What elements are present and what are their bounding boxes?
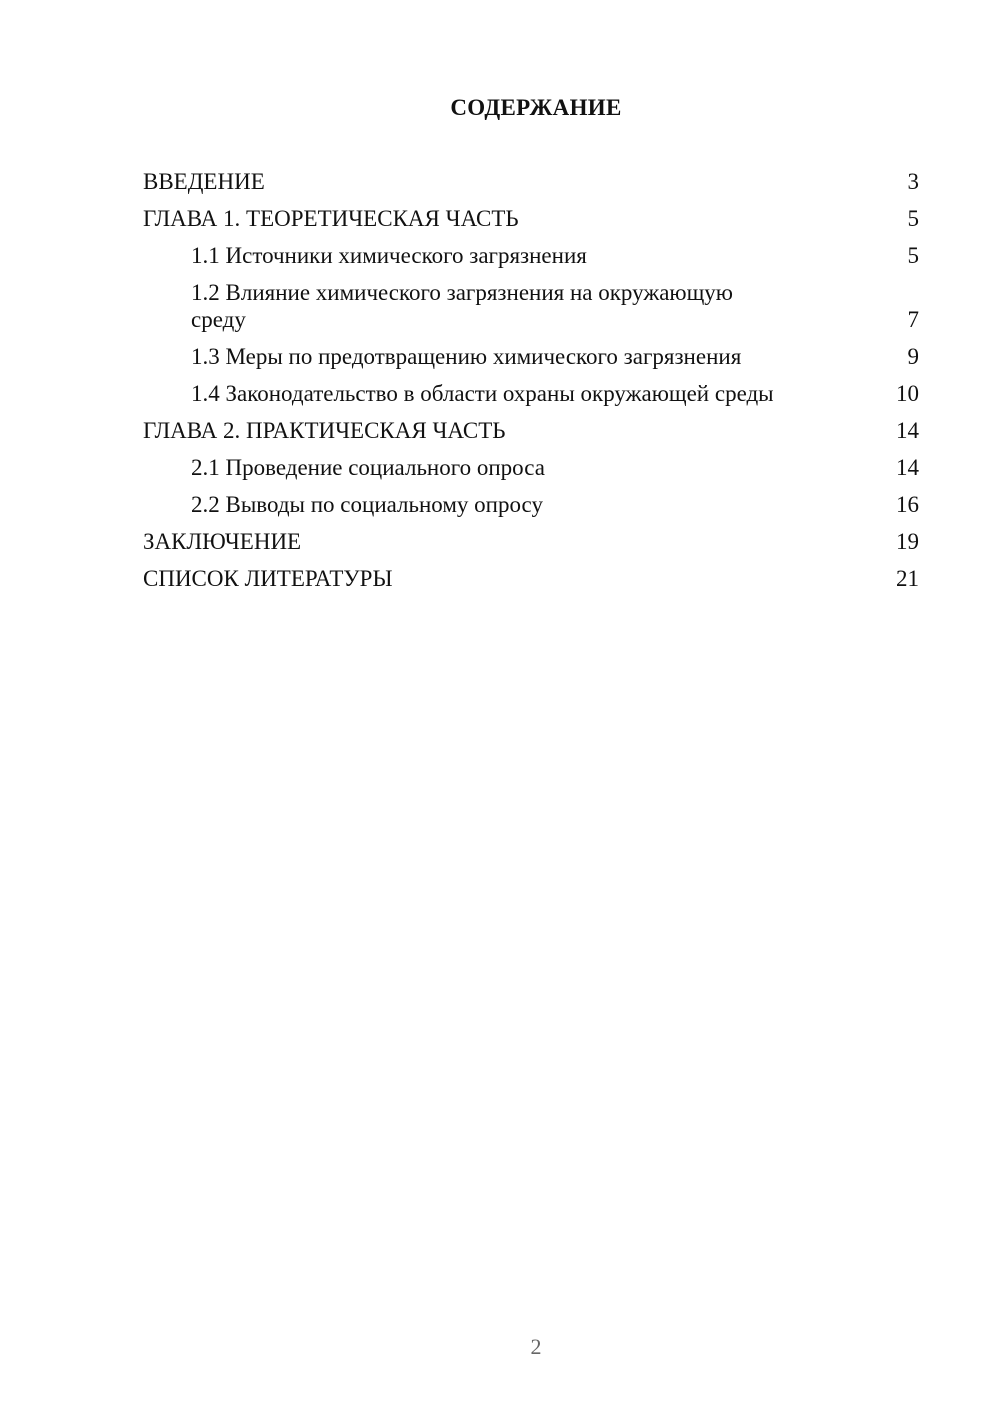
toc-entry-section-1-3 bbox=[143, 343, 919, 370]
toc-entry-conclusion bbox=[143, 528, 919, 555]
toc-entry-section-1-4 bbox=[143, 380, 919, 407]
toc-entry-section-2-1 bbox=[143, 454, 919, 481]
toc-entry-title: 2.1 Проведение социального опроса bbox=[191, 455, 545, 480]
toc-entry-page: 9 bbox=[907, 344, 919, 369]
toc-entry-chapter-2 bbox=[143, 417, 919, 444]
toc-entry-title: 2.2 Выводы по социальному опросу bbox=[191, 492, 543, 517]
toc-entry-page: 14 bbox=[896, 418, 919, 443]
toc-entry-title: ГЛАВА 1. ТЕОРЕТИЧЕСКАЯ ЧАСТЬ bbox=[143, 206, 519, 231]
toc-entry-page: 5 bbox=[907, 206, 919, 231]
page-number: 2 bbox=[530, 1334, 542, 1359]
toc-heading: СОДЕРЖАНИЕ bbox=[450, 95, 622, 120]
toc-entry-page: 3 bbox=[907, 169, 919, 194]
toc-entry-section-2-2 bbox=[143, 491, 919, 518]
toc-entry-title: 1.2 Влияние химического загрязнения на окружающую среду bbox=[191, 280, 733, 332]
toc-entry-title: СПИСОК ЛИТЕРАТУРЫ bbox=[143, 566, 393, 591]
toc-entry-references bbox=[143, 565, 919, 592]
toc-entry-page: 7 bbox=[907, 307, 919, 332]
toc-entry-page: 5 bbox=[907, 243, 919, 268]
toc-entry-section-1-1 bbox=[143, 242, 919, 269]
toc-entry-title: ВВЕДЕНИЕ bbox=[143, 169, 265, 194]
toc-entry-page: 10 bbox=[896, 381, 919, 406]
toc-entry-title: 1.3 Меры по предотвращению химического загрязнения bbox=[191, 344, 742, 369]
table-of-contents bbox=[143, 168, 919, 602]
toc-entry-title: ГЛАВА 2. ПРАКТИЧЕСКАЯ ЧАСТЬ bbox=[143, 418, 506, 443]
toc-entry-title: 1.1 Источники химического загрязнения bbox=[191, 243, 587, 268]
toc-entry-page: 19 bbox=[896, 529, 919, 554]
toc-entry-page: 14 bbox=[896, 455, 919, 480]
toc-entry-section-1-2 bbox=[143, 279, 919, 333]
toc-entry-introduction bbox=[143, 168, 919, 195]
toc-entry-title: 1.4 Законодательство в области охраны окружающей среды bbox=[191, 381, 774, 406]
toc-entry-page: 21 bbox=[896, 566, 919, 591]
toc-entry-chapter-1 bbox=[143, 205, 919, 232]
toc-entry-page: 16 bbox=[896, 492, 919, 517]
toc-entry-title: ЗАКЛЮЧЕНИЕ bbox=[143, 529, 302, 554]
